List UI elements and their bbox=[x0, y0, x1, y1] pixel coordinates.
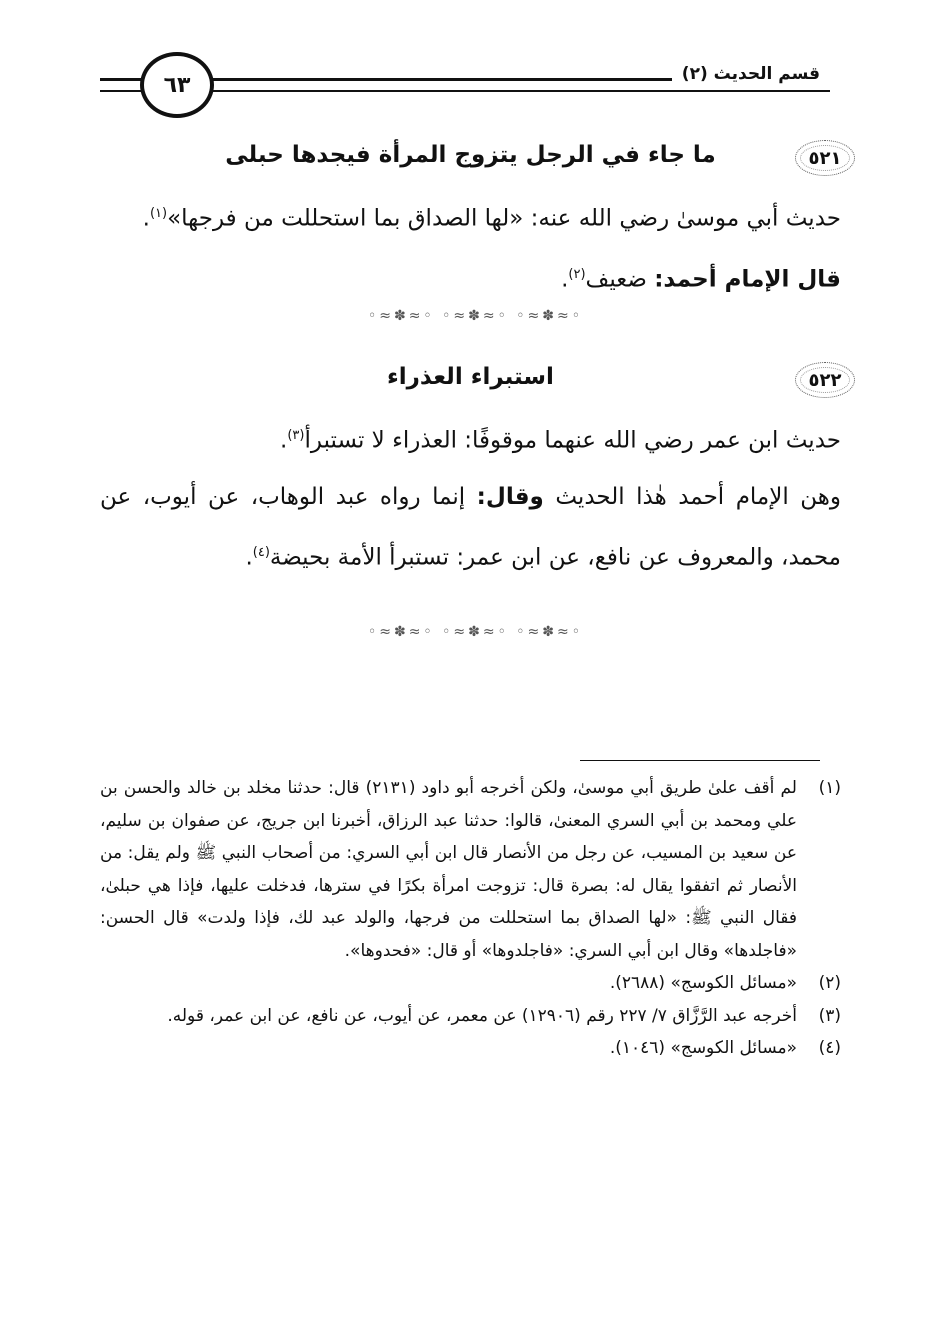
footnote-text: «مسائل الكوسج» (٢٦٨٨). bbox=[609, 973, 797, 993]
footnote-item bbox=[100, 967, 841, 1000]
page-header bbox=[100, 52, 830, 112]
section-divider-ornament: ◦≈✽≈◦ ◦≈✽≈◦ ◦≈✽≈◦ bbox=[367, 308, 584, 324]
section-522-text: حديث ابن عمر رضي الله عنهما موقوفًا: العذراء لا تستبرأ$^{(٣)}$. وهن الإمام أحمد هٰذا الحديث وقال: إنما رواه عبد الوهاب، عن أيوب، عن محمد، والمعروف عن نافع، عن ابن عمر: تستبرأ الأمة بحيضة$^{(٤)}$. bbox=[100, 427, 842, 571]
footnote-number: (١) bbox=[818, 778, 841, 798]
footnote-text: «مسائل الكوسج» (١٠٤٦). bbox=[609, 1038, 797, 1058]
section-title: استبراء العذراء bbox=[387, 364, 554, 390]
section-number-badge: ٥٢١ bbox=[795, 140, 855, 176]
section-number-badge: ٥٢٢ bbox=[795, 362, 855, 398]
page-number: ٦٣ bbox=[140, 52, 214, 118]
commentary-text: إنما رواه عبد الوهاب، عن أيوب، عن محمد، والمعروف عن نافع، عن ابن عمر: تستبرأ الأمة بحيضة bbox=[100, 483, 841, 571]
footnote-separator bbox=[580, 760, 820, 761]
section-521-text: حديث أبي موسىٰ رضي الله عنه: «لها الصداق بما استحللت من فرجها»$^{(١)}$. قال الإمام أحمد: ضعيف$^{(٢)}$. bbox=[142, 205, 841, 293]
footnotes bbox=[100, 772, 841, 1065]
footnote-item bbox=[100, 1032, 841, 1065]
hadith-text: حديث ابن عمر رضي الله عنهما موقوفًا: العذراء لا تستبرأ bbox=[304, 427, 841, 454]
footnote-item bbox=[100, 1000, 841, 1033]
footnote-number: (٤) bbox=[818, 1038, 841, 1058]
footnote-number: (٣) bbox=[818, 1005, 841, 1026]
speaker-label: وقال: bbox=[476, 483, 544, 510]
section-title: ما جاء في الرجل يتزوج المرأة فيجدها حبلى bbox=[225, 142, 716, 168]
footnote-ref: (٣) bbox=[287, 428, 305, 443]
speaker-label: قال الإمام أحمد: bbox=[654, 266, 841, 293]
footnote-ref: (٢) bbox=[568, 266, 586, 282]
footnote-text: لم أقف علىٰ طريق أبي موسىٰ، ولكن أخرجه أبو داود (٢١٣١) قال: حدثنا مخلد بن خالد والحسن بن علي ومحمد بن أبي السري المعنىٰ، قالوا: حدثنا عبد الرزاق، أخبرنا ابن جريج، عن صفوان بن سليم، عن سعيد بن المسيب، عن رجل من الأنصار قال ابن أبي السري: من أصحاب النبي ﷺ ولم يقل: من الأنصار ثم اتفقوا يقال له: بصرة قال: تزوجت امرأة بكرًا في سترها، فدخلت عليها، فإذا هي حبلىٰ، فقال النبي ﷺ: «لها الصداق بما استحللت من فرجها، والولد عبد لك، فإذا ولدت» قال الحسن: «فاجلدها» وقال ابن أبي السري: «فاجلدوها» أو قال: «فحدوها». bbox=[100, 778, 797, 961]
footnote-number: (٢) bbox=[818, 973, 841, 993]
section-521-heading bbox=[100, 140, 841, 168]
hadith-text: حديث أبي موسىٰ رضي الله عنه: «لها الصداق بما استحللت من فرجها» bbox=[167, 205, 841, 232]
footnote-ref: (١) bbox=[149, 206, 168, 221]
running-title: قسم الحديث (٢) bbox=[672, 64, 830, 84]
section-522-heading bbox=[100, 362, 841, 390]
footnote-ref: (٤) bbox=[252, 544, 270, 560]
section-divider-ornament: ◦≈✽≈◦ ◦≈✽≈◦ ◦≈✽≈◦ bbox=[367, 624, 584, 640]
commentary-text: وهن الإمام أحمد هٰذا الحديث bbox=[555, 483, 842, 510]
footnote-item bbox=[100, 772, 841, 967]
ruling-text: ضعيف bbox=[585, 266, 647, 293]
footnote-text: أخرجه عبد الرَّزَّاق ٧/ ٢٢٧ رقم (١٢٩٠٦) عن معمر، عن أيوب، عن نافع، عن ابن عمر، قوله. bbox=[167, 1005, 797, 1026]
